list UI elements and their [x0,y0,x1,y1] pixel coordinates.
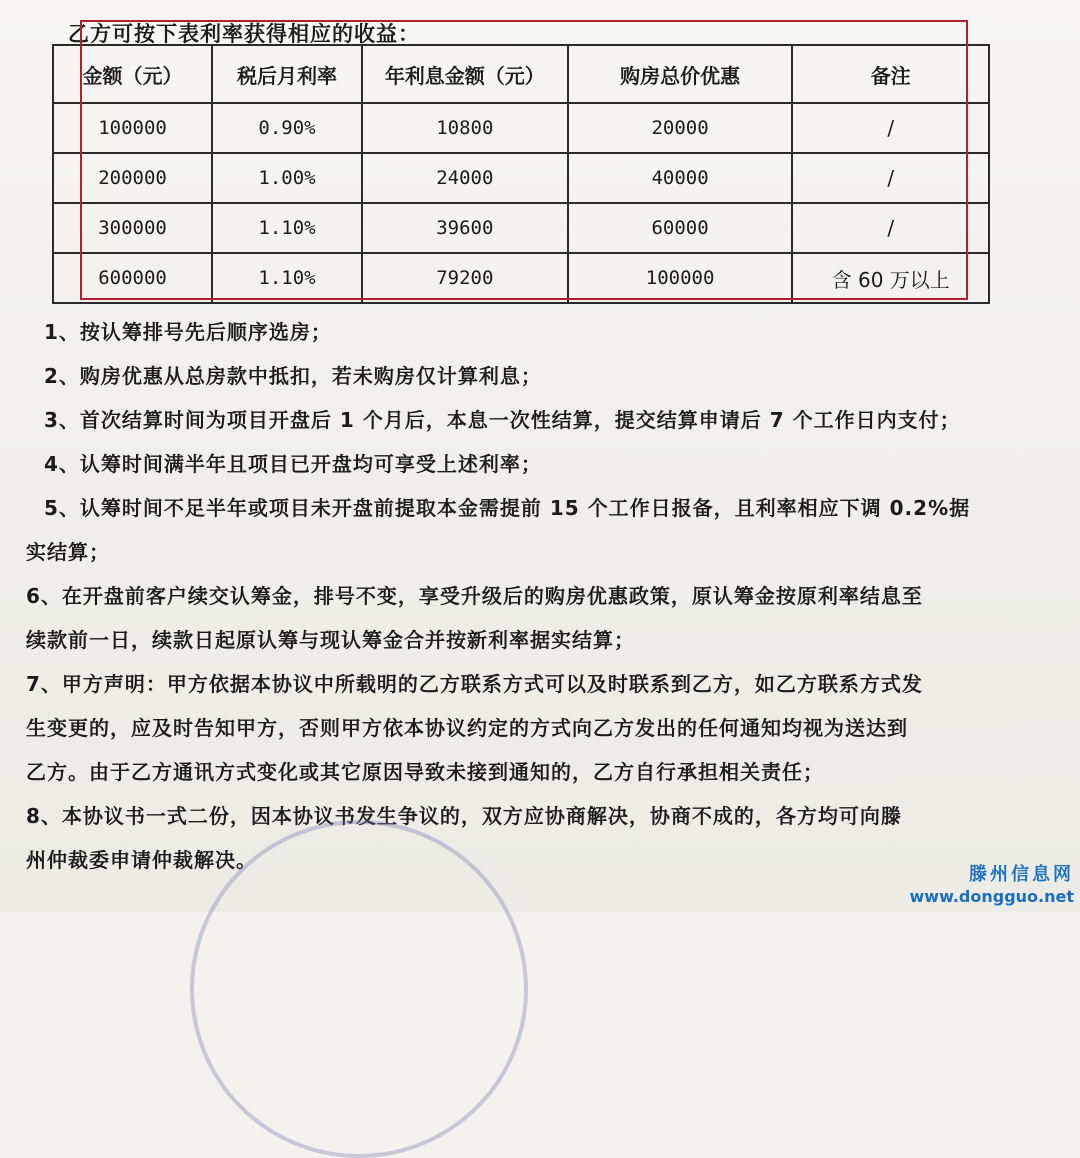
cell-interest: 24000 [362,153,568,203]
clause-2: 2、购房优惠从总房款中抵扣，若未购房仅计算利息； [44,364,542,388]
header-amount: 金额（元） [53,45,212,103]
cell-amount: 300000 [53,203,212,253]
clause-6-cont: 续款前一日，续款日起原认筹与现认筹金合并按新利率据实结算； [26,628,635,652]
cell-discount: 40000 [568,153,793,203]
clause-7: 7、甲方声明：甲方依据本协议中所载明的乙方联系方式可以及时联系到乙方，如乙方联系方式发 [26,672,923,696]
cell-discount: 60000 [568,203,793,253]
cell-remark: / [792,203,989,253]
clause-list [26,310,1066,882]
site-watermark [910,864,1075,908]
cell-remark: / [792,103,989,153]
clause-1: 1、按认筹排号先后顺序选房； [44,320,332,344]
cell-interest: 79200 [362,253,568,303]
header-monthly-rate: 税后月利率 [212,45,362,103]
cell-rate: 1.10% [212,253,362,303]
cell-rate: 1.10% [212,203,362,253]
clause-5-cont: 实结算； [26,540,110,564]
watermark-site-name: 滕州信息网 [969,864,1074,885]
header-annual-interest: 年利息金额（元） [362,45,568,103]
cell-amount: 600000 [53,253,212,303]
cell-rate: 1.00% [212,153,362,203]
clause-3: 3、首次结算时间为项目开盘后 1 个月后，本息一次性结算，提交结算申请后 7 个工作日内支付； [44,408,961,432]
cell-remark: 含 60 万以上 [792,253,989,303]
table-intro: 乙方可按下表利率获得相应的收益： [68,22,420,46]
clause-7-cont2: 乙方。由于乙方通讯方式变化或其它原因导致未接到通知的，乙方自行承担相关责任； [26,760,824,784]
cell-amount: 100000 [53,103,212,153]
watermark-url: www.dongguo.net [909,887,1074,906]
clause-6: 6、在开盘前客户续交认筹金，排号不变，享受升级后的购房优惠政策，原认筹金按原利率结息至 [26,584,923,608]
clause-8: 8、本协议书一式二份，因本协议书发生争议的，双方应协商解决，协商不成的，各方均可向滕 [26,804,902,828]
clause-5: 5、认筹时间不足半年或项目未开盘前提取本金需提前 15 个工作日报备，且利率相应下调 0.2%据 [44,496,971,520]
header-remarks: 备注 [792,45,989,103]
cell-remark: / [792,153,989,203]
clause-7-cont: 生变更的，应及时告知甲方，否则甲方依本协议约定的方式向乙方发出的任何通知均视为送达到 [26,716,908,740]
official-seal-stamp [190,820,528,1158]
cell-discount: 100000 [568,253,793,303]
cell-amount: 200000 [53,153,212,203]
cell-interest: 39600 [362,203,568,253]
clause-4: 4、认筹时间满半年且项目已开盘均可享受上述利率； [44,452,542,476]
header-purchase-discount: 购房总价优惠 [568,45,793,103]
cell-discount: 20000 [568,103,793,153]
clause-8-cont: 州仲裁委申请仲裁解决。 [26,848,257,872]
cell-interest: 10800 [362,103,568,153]
red-highlight-frame [80,20,968,300]
cell-rate: 0.90% [212,103,362,153]
